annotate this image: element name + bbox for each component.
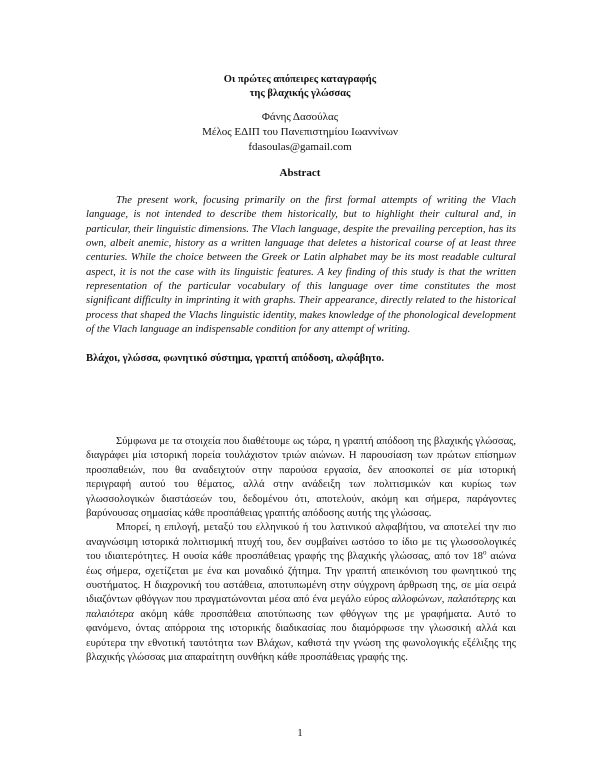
- author-affiliation: Μέλος ΕΔΙΠ του Πανεπιστημίου Ιωαννίνων: [202, 126, 398, 138]
- body-paragraph-2: [86, 521, 516, 665]
- title-line-2: της βλαχικής γλώσσας: [249, 88, 351, 99]
- paper-title: [0, 73, 600, 101]
- author-name: Φάνης Δασούλας: [261, 111, 339, 123]
- p2-text-3: ακόμη κάθε προσπάθεια αποτύπωσης των φθόγγων της με γραφήματα. Αυτό το φανόμενο, όντας απόρροια της ιστορικής διαδικασίας που διαμόρφωσε την γλωσσική αλλά και ευρύτερα την εθνοτική ταυτότητα των Βλάχων, καθιστά την γνώση της φωνολογικής εξέλιξης της βλαχικής γλώσσας μια απαραίτητη συνθήκη κάθε προσπάθειας γραφής της.: [86, 608, 516, 664]
- p2-text-1: Μπορεί, η επιλογή, μεταξύ του ελληνικού ή του λατινικού αλφαβήτου, να αποτελεί την πιο αναγνώσιμη ιστορικά πολιτισμική πτυχή του, δεν συμβαίνει ωστόσο το ίδιο με τις γλωσσολογικές του ιδιαιτερότητες. Η ουσία κάθε προσπάθειας γραφής της βλαχικής γλώσσας, από τον 18: [86, 522, 516, 563]
- abstract-section: [86, 194, 516, 337]
- italic-term-older-plural: παλαιότερα: [86, 608, 134, 620]
- italic-term-older: παλαιότερης: [447, 594, 500, 606]
- page-number: 1: [297, 727, 303, 739]
- p2-separator-1: ,: [441, 594, 448, 606]
- italic-term-allophones: αλλοφώνων: [391, 594, 442, 606]
- keywords: Βλάχοι, γλώσσα, φωνητικό σύστημα, γραπτή απόδοση, αλφάβητο.: [86, 353, 385, 364]
- title-line-1: Οι πρώτες απόπειρες καταγραφής: [223, 74, 377, 85]
- p2-separator-2: και: [499, 594, 517, 606]
- ordinal-superscript: ο: [482, 548, 487, 557]
- abstract-heading: Abstract: [279, 167, 321, 179]
- body-paragraph-1: Σύμφωνα με τα στοιχεία που διαθέτουμε ως τώρα, η γραπτή απόδοση της βλαχικής γλώσσας, διαγράφει μία ιστορική πορεία τουλάχιστον τριών αιώνων. Η παρουσίαση των πρώτων επίσημων προσπαθειών, που θα αναδειχτούν στην παρούσα εργασία, δεν αποσκοπεί σε μία ιστορική περιγραφή αυτού του θέματος, αλλά στην ανάδειξη των πολιτισμικών και κυρίως των γλωσσολογικών διαστάσεών του, δεδομένου ότι, αποτελούν, ακόμη και σήμερα, παράγοντες βαρύνουσας σημασίας κάθε προσπάθειας γραπτής απόδοσης αυτής της γλώσσας.: [86, 436, 516, 520]
- author-block: [0, 110, 600, 155]
- body-text: [86, 435, 516, 666]
- abstract-text: The present work, focusing primarily on the first formal attempts of writing the Vlach language, is not intended to describe them historically, but to highlight their cultural and, in particular, their linguistic dimensions. The Vlach language, despite the prevailing perception, has its own, albeit anemic, history as a written language that deletes a historical course of at least three centuries. While the choice between the Greek or Latin alphabet may be its most readable cultural aspect, it is not the case with its linguistic features. A key finding of this study is that the written representation of the particular vocabulary of this language over time constitutes the most significant difficulty in imprinting it with graphs. Their appearance, directly related to the historical process that shaped the Vlachs linguistic identity, makes knowledge of the phonological development of the Vlach language an indispensable condition for any attempt of writing.: [86, 195, 516, 336]
- p2-text-2: αιώνα έως σήμερα, σχετίζεται με ένα και μοναδικό ζήτημα. Την γραπτή απεικόνιση του φωνητικού της συστήματος. Η διαχρονική του αστάθεια, αποτυπωμένη στην σύγχρονη άρθρωση της, σε μία σειρά ιδιαζόντων φθόγγων που πραγματώνονται μέσα από ένα μεγάλο εύρος: [86, 551, 516, 606]
- author-email: fdasoulas@gamail.com: [248, 141, 352, 153]
